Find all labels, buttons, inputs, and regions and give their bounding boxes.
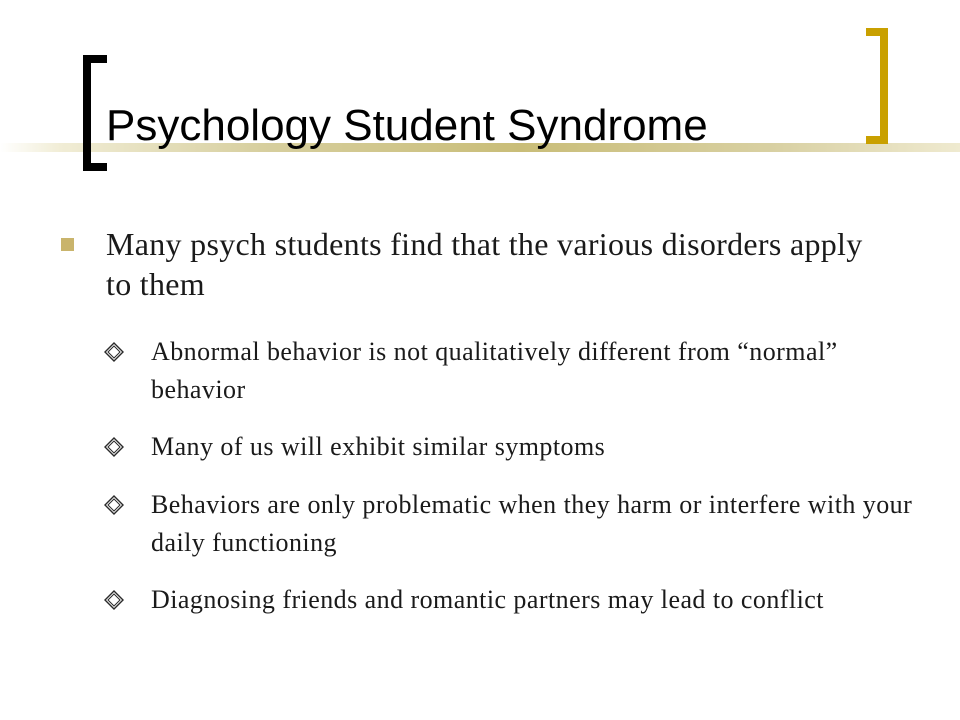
diamond-outline-bullet-icon xyxy=(104,590,124,610)
square-bullet-icon xyxy=(61,238,74,251)
diamond-outline-bullet-icon xyxy=(104,495,124,515)
slide-title: Psychology Student Syndrome xyxy=(106,101,708,150)
sub-bullet-text: Many of us will exhibit similar symptoms xyxy=(151,432,606,461)
bullet-text: Many psych students find that the various disorders apply to them xyxy=(106,226,863,302)
sub-bullet-text: Abnormal behavior is not qualitatively different from “normal” behavior xyxy=(151,337,838,404)
diamond-outline-bullet-icon xyxy=(104,342,124,362)
left-bracket-decoration xyxy=(83,55,107,171)
diamond-outline-bullet-icon xyxy=(104,437,124,457)
sub-bullet-text: Behaviors are only problematic when they harm or interfere with your daily functioning xyxy=(151,490,913,557)
right-bracket-decoration xyxy=(866,28,888,144)
sub-bullet-text: Diagnosing friends and romantic partners may lead to conflict xyxy=(151,585,824,614)
